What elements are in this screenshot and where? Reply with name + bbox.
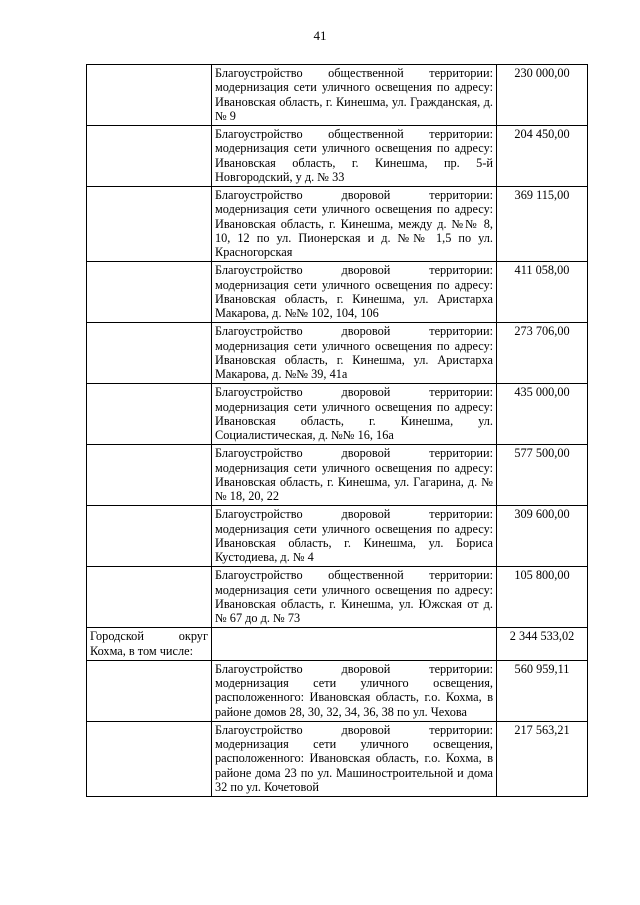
row-amount: 230 000,00 bbox=[497, 65, 588, 126]
row-category bbox=[87, 567, 212, 628]
table-row bbox=[87, 187, 588, 262]
row-amount: 2 344 533,02 bbox=[497, 628, 588, 661]
table-row bbox=[87, 126, 588, 187]
budget-table bbox=[86, 64, 588, 797]
table-row bbox=[87, 721, 588, 796]
row-category bbox=[87, 323, 212, 384]
row-description: Благоустройство дворовой территории: модернизация сети уличного освещения по адресу: Ивановская область, г. Кинешма, между д. №№ 8, 10, 12 по ул. Пионерская и д. №№ 1,5 по ул. Красногорская bbox=[212, 187, 497, 262]
row-amount: 369 115,00 bbox=[497, 187, 588, 262]
row-description: Благоустройство дворовой территории: модернизация сети уличного освещения по адресу: Ивановская область, г. Кинешма, ул. Социалистическая, д. №№ 16, 16а bbox=[212, 384, 497, 445]
row-category bbox=[87, 384, 212, 445]
row-category bbox=[87, 506, 212, 567]
row-description: Благоустройство дворовой территории: модернизация сети уличного освещения, расположенного: Ивановская область, г.о. Кохма, в районе домов 28, 30, 32, 34, 36, 38 по ул. Чехова bbox=[212, 660, 497, 721]
table-row bbox=[87, 262, 588, 323]
row-description: Благоустройство дворовой территории: модернизация сети уличного освещения по адресу: Ивановская область, г. Кинешма, ул. Аристарха Макарова, д. №№ 102, 104, 106 bbox=[212, 262, 497, 323]
row-category bbox=[87, 721, 212, 796]
table-row bbox=[87, 65, 588, 126]
row-category bbox=[87, 660, 212, 721]
page-number: 41 bbox=[313, 28, 327, 43]
row-amount: 560 959,11 bbox=[497, 660, 588, 721]
row-amount: 273 706,00 bbox=[497, 323, 588, 384]
row-amount: 217 563,21 bbox=[497, 721, 588, 796]
table-row bbox=[87, 660, 588, 721]
table-row bbox=[87, 384, 588, 445]
row-description: Благоустройство дворовой территории: модернизация сети уличного освещения по адресу: Ивановская область, г. Кинешма, ул. Бориса Кустодиева, д. № 4 bbox=[212, 506, 497, 567]
row-description: Благоустройство общественной территории: модернизация сети уличного освещения по адресу: Ивановская область, г. Кинешма, пр. 5-й Новгородский, у д. № 33 bbox=[212, 126, 497, 187]
row-amount: 204 450,00 bbox=[497, 126, 588, 187]
row-category bbox=[87, 126, 212, 187]
table-row bbox=[87, 567, 588, 628]
row-category bbox=[87, 262, 212, 323]
table-row bbox=[87, 506, 588, 567]
row-category bbox=[87, 65, 212, 126]
row-description: Благоустройство общественной территории: модернизация сети уличного освещения по адресу: Ивановская область, г. Кинешма, ул. Южская от д. № 67 до д. № 73 bbox=[212, 567, 497, 628]
row-description: Благоустройство дворовой территории: модернизация сети уличного освещения по адресу: Ивановская область, г. Кинешма, ул. Гагарина, д. №№ 18, 20, 22 bbox=[212, 445, 497, 506]
table-row-group-total bbox=[87, 628, 588, 661]
budget-table-body bbox=[87, 65, 588, 797]
table-row bbox=[87, 445, 588, 506]
table-row bbox=[87, 323, 588, 384]
row-description bbox=[212, 628, 497, 661]
row-category bbox=[87, 187, 212, 262]
row-amount: 435 000,00 bbox=[497, 384, 588, 445]
row-amount: 309 600,00 bbox=[497, 506, 588, 567]
row-amount: 411 058,00 bbox=[497, 262, 588, 323]
row-description: Благоустройство дворовой территории: модернизация сети уличного освещения, расположенного: Ивановская область, г.о. Кохма, в районе дома 23 по ул. Машиностроительной и дома 32 по ул. Кочетовой bbox=[212, 721, 497, 796]
row-amount: 577 500,00 bbox=[497, 445, 588, 506]
row-amount: 105 800,00 bbox=[497, 567, 588, 628]
row-category: Городской округ Кохма, в том числе: bbox=[87, 628, 212, 661]
row-category bbox=[87, 445, 212, 506]
row-description: Благоустройство общественной территории: модернизация сети уличного освещения по адресу: Ивановская область, г. Кинешма, ул. Гражданская, д. № 9 bbox=[212, 65, 497, 126]
row-description: Благоустройство дворовой территории: модернизация сети уличного освещения по адресу: Ивановская область, г. Кинешма, ул. Аристарха Макарова, д. №№ 39, 41а bbox=[212, 323, 497, 384]
